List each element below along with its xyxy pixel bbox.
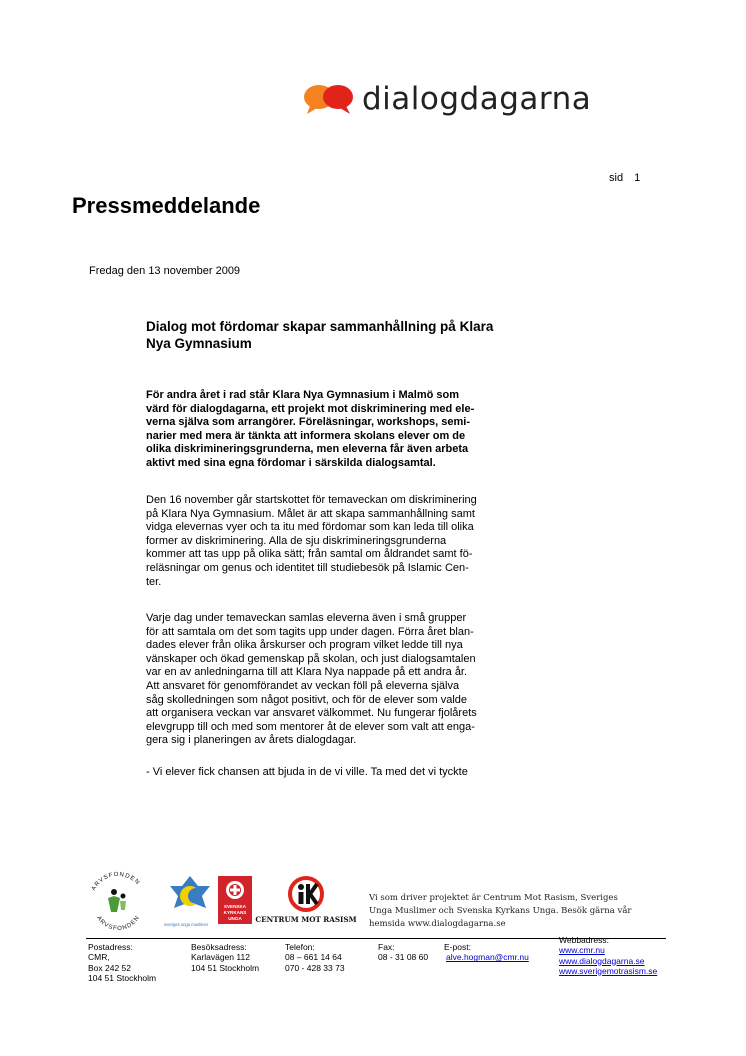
paragraph-line: ter. xyxy=(146,575,162,588)
lead-line: aktivt med sina egna fördomar i särskilda dialogsamtal. xyxy=(146,456,436,469)
sku-line: KYRKANS xyxy=(223,910,247,915)
sponsor-line: Unga Muslimer och Svenska Kyrkans Unga. Besök gärna vår xyxy=(369,906,632,916)
lead-line: För andra året i rad står Klara Nya Gymnasium i Malmö som xyxy=(146,389,459,401)
paragraph-line: var en av anledningarna till att Klara Nya nappade på ett andra år. xyxy=(146,666,468,679)
visit-line: Karlavägen 112 xyxy=(191,952,250,963)
lead-line: olika diskrimineringsgrunderna, men eleverna får även arbeta xyxy=(146,443,469,456)
phone-numbers xyxy=(285,942,345,973)
postal-line: 104 51 Stockholm xyxy=(88,972,157,983)
paragraph-line: såg skolledningen som något positivt, och för de elever som valde xyxy=(146,693,468,706)
lead-line: värd för dialogdagarna, ett projekt mot diskriminering med ele- xyxy=(146,402,475,415)
arvsfonden-top-text: ARVSFONDEN xyxy=(90,871,141,892)
svenska-kyrkans-unga-logo xyxy=(218,876,252,924)
phone-line: 070 - 428 33 73 xyxy=(285,962,345,973)
page-value: 1 xyxy=(634,172,641,184)
headline-line: Nya Gymnasium xyxy=(146,336,252,351)
visit-label: Besöksadress: xyxy=(191,942,247,952)
phone-line: 08 – 661 14 64 xyxy=(285,952,342,963)
email xyxy=(444,942,529,963)
sku-line: UNGA xyxy=(228,916,242,921)
phone-label: Telefon: xyxy=(285,942,315,952)
article-headline xyxy=(146,318,538,352)
visit-address xyxy=(191,942,259,973)
paragraph-line: dades elever från olika årskurser och program vilket ledde till nya xyxy=(146,639,463,652)
paragraph-line: former av diskriminering. Alla de sju diskrimineringsgrunderna xyxy=(146,534,447,547)
article-paragraph-2 xyxy=(146,612,538,748)
article-paragraph-3: - Vi elever fick chansen att bjuda in de vi ville. Ta med det vi tyckte xyxy=(146,766,468,778)
sponsor-logos xyxy=(86,866,370,930)
sum-text: sveriges unga muslimer xyxy=(164,922,209,927)
sku-line: SVENSKA xyxy=(223,904,247,909)
paragraph-line: Att ansvaret för genomförandet av veckan föll på eleverna själva xyxy=(146,679,460,692)
paragraph-line: elevgrupp till och med som mentorer åt de elever som valt att enga- xyxy=(146,720,475,733)
paragraph-line: kommer att tas upp på olika sätt; från samtal om åldrandet samt fö- xyxy=(146,548,473,561)
email-link[interactable]: alve.hogman@cmr.nu xyxy=(446,952,529,963)
web-addresses xyxy=(559,935,657,976)
postal-line: Box 242 52 xyxy=(88,962,132,973)
sponsor-text xyxy=(369,892,669,931)
paragraph-line: vidga elevernas vyer och ta itu med fördomar som kan leda till olika xyxy=(146,521,474,534)
article-lead xyxy=(146,389,538,471)
email-label: E-post: xyxy=(444,942,471,952)
web-link-dialogdagarna[interactable]: www.dialogdagarna.se xyxy=(559,955,645,966)
paragraph-line: på Klara Nya Gymnasium. Målet är att skapa sammanhållning samt xyxy=(146,507,475,520)
paragraph-line: Varje dag under temaveckan samlas eleverna även i små grupper xyxy=(146,612,467,624)
paragraph-line: för att samtala om det som tagits upp under dagen. Förra året blan- xyxy=(146,625,474,638)
logo-wordmark: dialogdagarna xyxy=(362,81,592,117)
paragraph-line: reläsningar om genus och identitet till studiebesök på Islamic Cen- xyxy=(146,561,469,574)
fax-number: 08 - 31 08 60 xyxy=(378,952,429,963)
postal-address xyxy=(88,942,156,983)
page-number xyxy=(609,172,640,184)
centrum-mot-rasism-logo xyxy=(255,878,356,924)
dialogdagarna-logo xyxy=(302,74,591,124)
headline-line: Dialog mot fördomar skapar sammanhållning på Klara xyxy=(146,319,494,334)
page-label: sid xyxy=(609,172,624,184)
lead-line: narier med mera är tänkta att informera skolans elever om de xyxy=(146,429,466,442)
cmr-text: CENTRUM MOT RASISM xyxy=(255,915,357,924)
arvsfonden-bottom-text: ARVSFONDEN xyxy=(95,914,142,930)
paragraph-line: att organisera veckan var ansvaret välkommet. Nu fungerar fjolårets xyxy=(146,707,477,720)
web-link-sverigemotrasism[interactable]: www.sverigemotrasism.se xyxy=(559,965,658,976)
fax xyxy=(378,942,428,963)
lead-line: verna själva som arrangörer. Föreläsningar, workshops, semi- xyxy=(146,416,471,429)
document-title: Pressmeddelande xyxy=(72,193,261,218)
release-date: Fredag den 13 november 2009 xyxy=(89,265,241,277)
web-label: Webbadress: xyxy=(559,935,609,945)
article-paragraph-1 xyxy=(146,494,538,589)
web-link-cmr[interactable]: www.cmr.nu xyxy=(559,945,605,956)
svg-text:ARVSFONDEN xyxy=(95,915,141,930)
sveriges-unga-muslimer-logo xyxy=(164,876,210,927)
sponsor-line: hemsida www.dialogdagarna.se xyxy=(369,919,506,929)
visit-line: 104 51 Stockholm xyxy=(191,962,260,973)
svg-text:ARVSFONDEN xyxy=(91,872,141,892)
arvsfonden-logo xyxy=(91,872,144,930)
postal-line: CMR, xyxy=(88,952,110,963)
fax-label: Fax: xyxy=(378,942,395,952)
sponsor-line: Vi som driver projektet är Centrum Mot Rasism, Sveriges xyxy=(369,893,618,903)
speech-bubbles-icon xyxy=(302,82,356,116)
postal-label: Postadress: xyxy=(88,942,133,952)
paragraph-line: Den 16 november går startskottet för temaveckan om diskriminering xyxy=(146,494,477,506)
paragraph-line: gera sig i planeringen av årets dialogdagar. xyxy=(146,734,357,747)
paragraph-line: vänskaper och ökad gemenskap på skolan, och just dialogsamtalen xyxy=(146,652,476,665)
